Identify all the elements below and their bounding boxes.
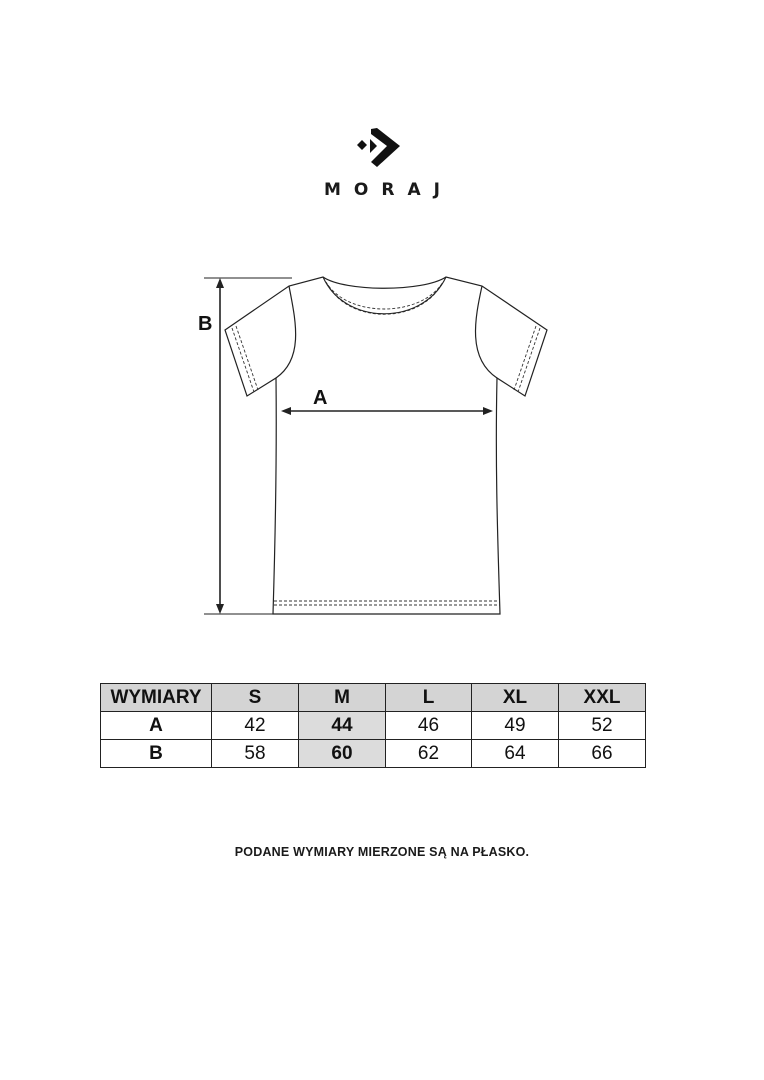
table-row [101,740,646,768]
table-cell: 66 [559,740,646,768]
size-table [100,683,646,768]
measure-a-label: A [313,387,328,409]
tshirt-diagram [195,268,565,628]
measurement-note: PODANE WYMIARY MIERZONE SĄ NA PŁASKO. [234,845,530,859]
brand-name: MORAJ [324,180,453,200]
size-header: M [299,684,386,712]
table-cell: 42 [212,712,299,740]
table-cell: 62 [386,740,472,768]
table-cell: 52 [559,712,646,740]
table-cell-highlighted: 44 [299,712,386,740]
table-corner-header: WYMIARY [101,684,212,712]
table-cell-highlighted: 60 [299,740,386,768]
measure-b-arrow [204,278,292,614]
size-header: L [386,684,472,712]
table-cell: 58 [212,740,299,768]
table-cell: 46 [386,712,472,740]
row-label: B [101,740,212,768]
size-header: S [212,684,299,712]
size-header-row [101,684,646,712]
table-row [101,712,646,740]
moraj-logo-icon [357,128,401,168]
measure-b-label: B [198,313,213,335]
table-cell: 64 [472,740,559,768]
row-label: A [101,712,212,740]
size-header: XXL [559,684,646,712]
size-header: XL [472,684,559,712]
table-cell: 49 [472,712,559,740]
